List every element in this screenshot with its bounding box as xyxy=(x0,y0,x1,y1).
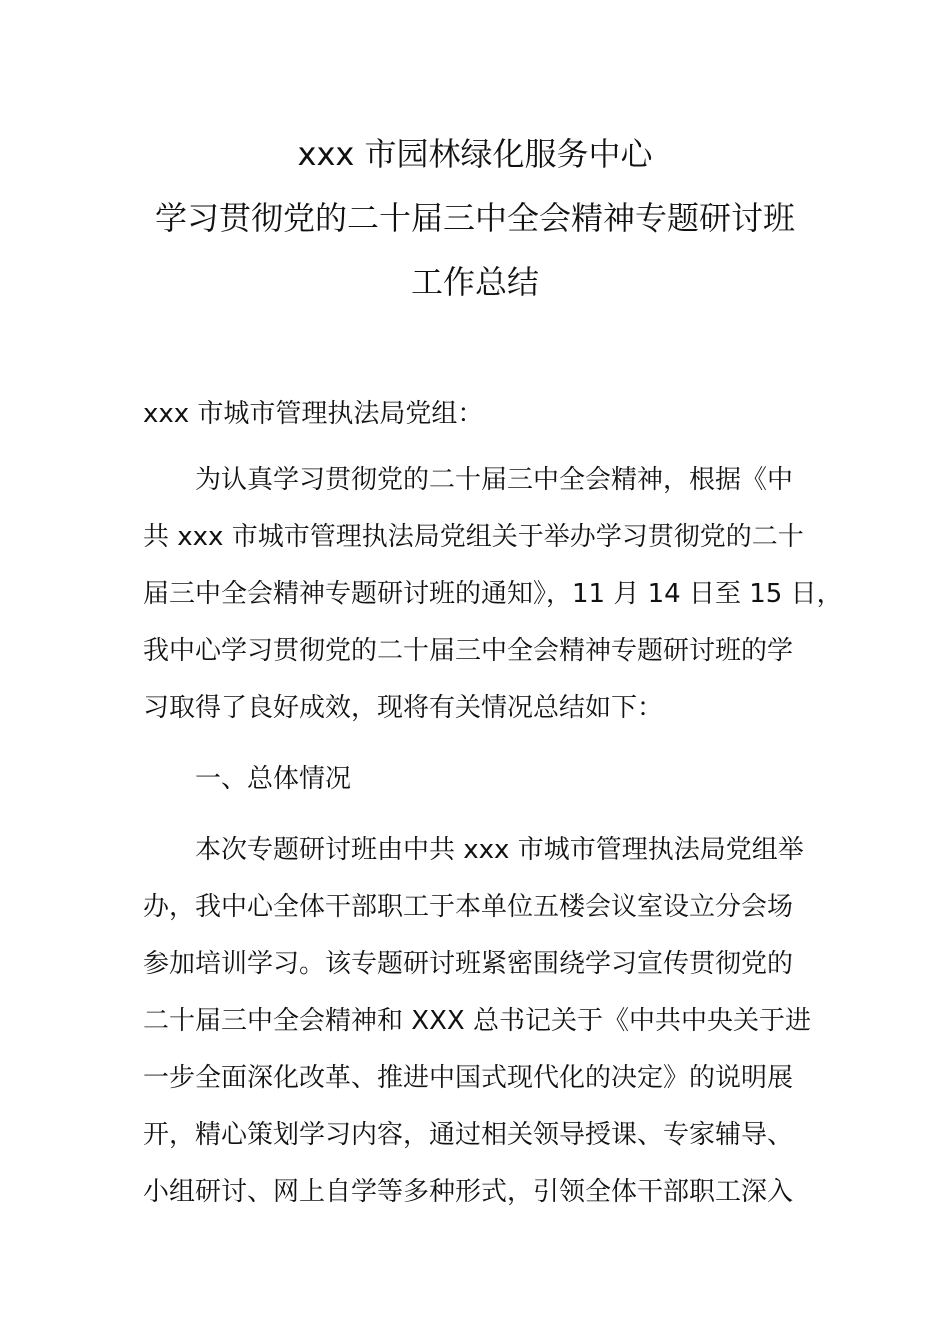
title-line-2: 学习贯彻党的二十届三中全会精神专题研讨班 xyxy=(154,199,795,237)
paragraph-2-line: 开，精心策划学习内容，通过相关领导授课、专家辅导、 xyxy=(143,1120,794,1150)
paragraph-2-line: 二十届三中全会精神和 XXX 总书记关于《中共中央关于进 xyxy=(143,1006,811,1036)
paragraph-2-line: 一步全面深化改革、推进中国式现代化的决定》的说明展 xyxy=(143,1063,794,1093)
paragraph-1-line: 习取得了良好成效，现将有关情况总结如下： xyxy=(143,693,664,723)
paragraph-2-line: 参加培训学习。该专题研讨班紧密围绕学习宣传贯彻党的 xyxy=(143,949,794,979)
paragraph-2-line: 本次专题研讨班由中共 xxx 市城市管理执法局党组举 xyxy=(195,835,804,865)
addressee: xxx 市城市管理执法局党组： xyxy=(143,399,484,429)
paragraph-1-line: 共 xxx 市城市管理执法局党组关于举办学习贯彻党的二十 xyxy=(143,522,804,552)
paragraph-2-line: 小组研讨、网上自学等多种形式，引领全体干部职工深入 xyxy=(143,1177,794,1207)
paragraph-2-line: 办，我中心全体干部职工于本单位五楼会议室设立分会场 xyxy=(143,892,794,922)
paragraph-1-line: 届三中全会精神专题研讨班的通知》，11 月 14 日至 15 日， xyxy=(143,579,843,609)
paragraph-1-line: 我中心学习贯彻党的二十届三中全会精神专题研讨班的学 xyxy=(143,636,794,666)
title-line-1: xxx 市园林绿化服务中心 xyxy=(297,135,653,173)
section-heading: 一、总体情况 xyxy=(195,764,352,794)
title-line-3: 工作总结 xyxy=(410,263,539,301)
paragraph-1-line: 为认真学习贯彻党的二十届三中全会精神，根据《中 xyxy=(195,465,794,495)
